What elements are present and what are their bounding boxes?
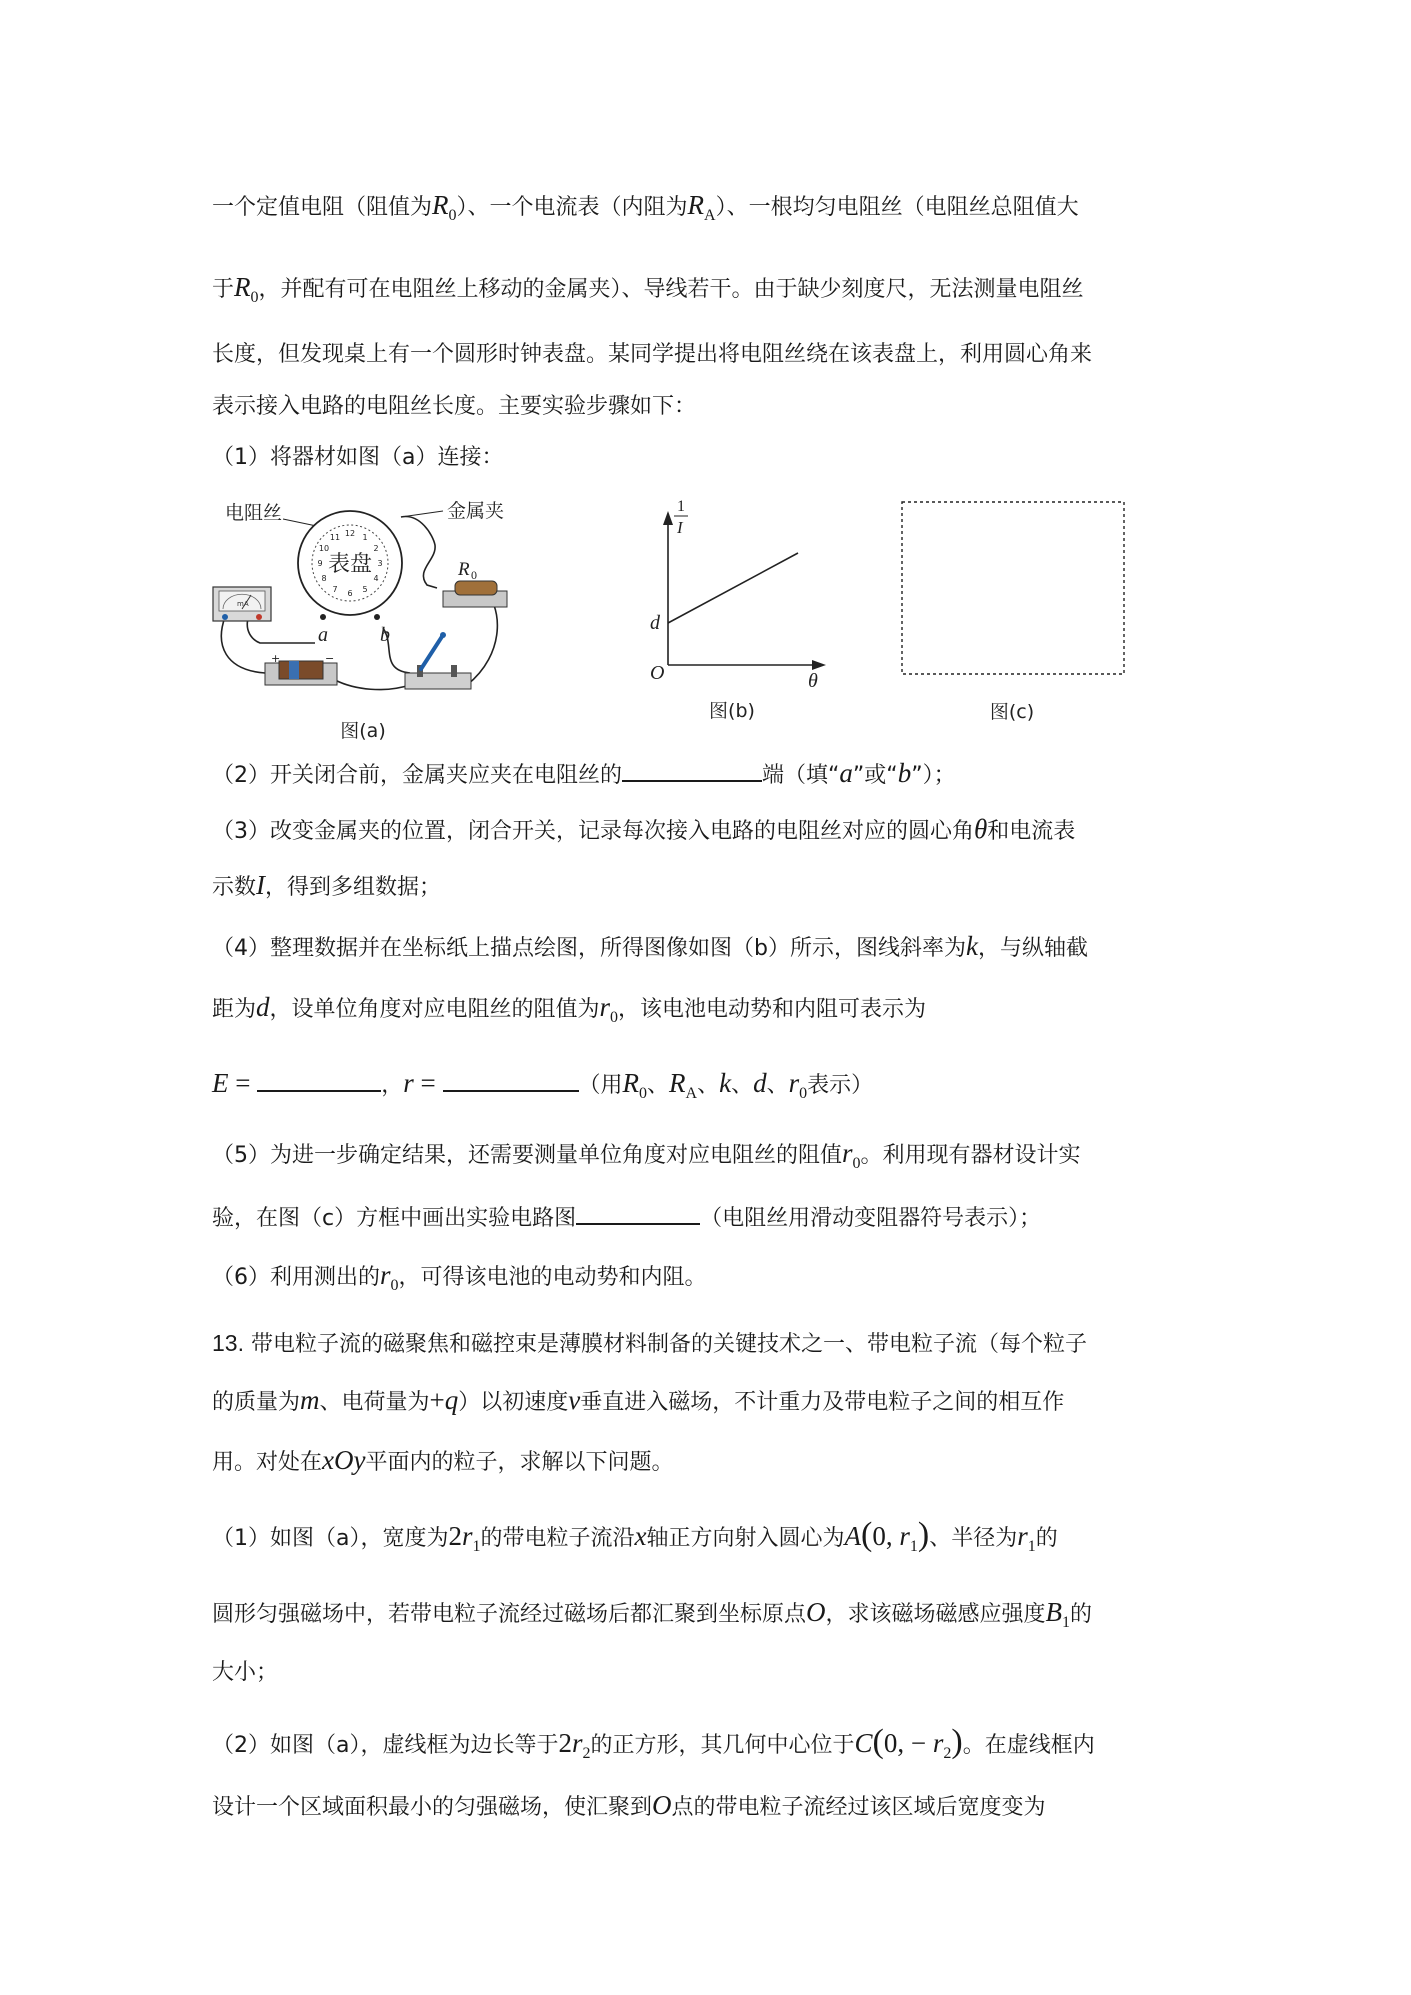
text-line bbox=[212, 1597, 1092, 1632]
switch-icon bbox=[405, 632, 471, 689]
dial-number: 6 bbox=[347, 589, 353, 598]
text-run: 、 bbox=[647, 1073, 670, 1098]
math-symbol: r bbox=[461, 1521, 473, 1551]
text-run: 、 bbox=[766, 1073, 789, 1098]
text-line bbox=[212, 190, 1079, 225]
dial-number: 9 bbox=[317, 559, 323, 568]
text-run: ”或“ bbox=[852, 763, 898, 788]
text-run: ，得到多组数据； bbox=[265, 875, 442, 900]
text-run: ，求该磁场磁感应强度 bbox=[825, 1602, 1046, 1627]
text-line bbox=[212, 931, 1088, 964]
text-run: （2）如图（a），虚线框为边长等于 bbox=[212, 1733, 559, 1758]
text-line bbox=[212, 1138, 1081, 1173]
figure-a-svg bbox=[205, 495, 535, 745]
text-line bbox=[212, 992, 926, 1027]
math-symbol: k bbox=[719, 1068, 732, 1098]
math-symbol: 0 bbox=[390, 1277, 399, 1294]
dial-number: 1 bbox=[362, 533, 368, 542]
math-symbol: O bbox=[652, 1790, 672, 1820]
math-symbol: 2 bbox=[448, 1521, 462, 1551]
text-run: 平面内的粒子，求解以下问题。 bbox=[365, 1450, 674, 1475]
text-run: 垂直进入磁场，不计重力及带电粒子之间的相互作 bbox=[580, 1390, 1065, 1415]
text-run: 设计一个区域面积最小的匀强磁场，使汇聚到 bbox=[212, 1795, 653, 1820]
text-run: 、 bbox=[731, 1073, 754, 1098]
math-symbol: r bbox=[380, 1260, 391, 1290]
text-run: 圆形匀强磁场中，若带电粒子流经过磁场后都汇聚到坐标原点 bbox=[212, 1602, 807, 1627]
math-symbol: A bbox=[844, 1521, 862, 1551]
math-symbol: + bbox=[429, 1385, 445, 1415]
figure-c-frame bbox=[900, 500, 1136, 730]
math-symbol: d bbox=[256, 992, 270, 1022]
math-symbol: = bbox=[228, 1068, 258, 1098]
text-run: （1）如图（a），宽度为 bbox=[212, 1526, 449, 1551]
math-symbol: r bbox=[842, 1138, 853, 1168]
label-resistance-wire: 电阻丝 bbox=[225, 502, 283, 524]
dial-number: 5 bbox=[362, 585, 368, 594]
y-label-numerator: 1 bbox=[677, 498, 685, 515]
text-run: （1）将器材如图（a）连接： bbox=[212, 445, 504, 470]
math-symbol: B bbox=[1045, 1597, 1063, 1627]
text-run: 长度，但发现桌上有一个圆形时钟表盘。某同学提出将电阻丝绕在该表盘上，利用圆心角来 bbox=[212, 342, 1093, 367]
text-line bbox=[212, 814, 1075, 847]
text-run: 一个定值电阻（阻值为 bbox=[212, 195, 433, 220]
math-symbol: r bbox=[599, 992, 611, 1022]
math-symbol: 0 bbox=[448, 207, 457, 224]
label-metal-clamp: 金属夹 bbox=[447, 500, 505, 522]
text-run: 距为 bbox=[212, 997, 257, 1022]
math-symbol: d bbox=[753, 1068, 767, 1098]
text-line bbox=[212, 443, 503, 473]
text-line bbox=[212, 272, 1084, 307]
math-symbol: R bbox=[687, 190, 705, 220]
x-axis-arrow bbox=[812, 660, 826, 670]
text-run: 13. bbox=[212, 1330, 244, 1356]
math-symbol: r bbox=[1017, 1521, 1028, 1551]
dial-number: 7 bbox=[332, 585, 338, 594]
text-run: 、电荷量为 bbox=[319, 1390, 430, 1415]
text-line bbox=[212, 1723, 1095, 1763]
text-run: 的 bbox=[1035, 1526, 1058, 1551]
math-symbol: 2 bbox=[582, 1745, 591, 1762]
text-run: ，该电池电动势和内阻可表示为 bbox=[618, 997, 927, 1022]
dial-number: 3 bbox=[377, 559, 383, 568]
math-symbol: 0 bbox=[799, 1085, 808, 1102]
text-run: 带电粒子流的磁聚焦和磁控束是薄膜材料制备的关键技术之一、带电粒子流（每个粒子 bbox=[243, 1332, 1087, 1357]
svg-text:0: 0 bbox=[471, 568, 477, 582]
math-symbol: b bbox=[897, 758, 912, 788]
text-run: 用。对处在 bbox=[212, 1450, 323, 1475]
text-run: 的质量为 bbox=[212, 1390, 301, 1415]
math-symbol: xOy bbox=[322, 1445, 366, 1475]
text-line bbox=[212, 1064, 873, 1103]
battery-icon bbox=[265, 652, 337, 685]
math-symbol: R bbox=[622, 1068, 640, 1098]
text-run: 大小； bbox=[212, 1660, 279, 1685]
svg-text:−: − bbox=[325, 652, 335, 665]
y-label-denominator: I bbox=[677, 518, 683, 537]
text-run: （电阻丝用滑动变阻器符号表示）； bbox=[700, 1206, 1042, 1231]
caption-figure-a: 图(a) bbox=[340, 720, 386, 742]
text-run: 和电流表 bbox=[987, 819, 1076, 844]
dial-number: 10 bbox=[318, 544, 330, 553]
math-symbol: E bbox=[212, 1068, 229, 1098]
text-run: 点的带电粒子流经过该区域后宽度变为 bbox=[671, 1795, 1046, 1820]
point-b-dot bbox=[374, 614, 380, 620]
text-run: 的正方形，其几何中心位于 bbox=[590, 1733, 855, 1758]
figure-a-circuit bbox=[205, 495, 535, 745]
math-symbol: R bbox=[234, 272, 251, 302]
text-run: 于 bbox=[212, 277, 235, 302]
point-a-dot bbox=[320, 614, 326, 620]
figure-b-svg bbox=[640, 495, 840, 730]
text-line bbox=[212, 340, 1092, 370]
text-run: ，设单位角度对应电阻丝的阻值为 bbox=[269, 997, 600, 1022]
math-symbol: r bbox=[788, 1068, 800, 1098]
text-run: 示数 bbox=[212, 875, 257, 900]
text-run: 表示） bbox=[807, 1073, 874, 1098]
text-run: 的带电粒子流沿 bbox=[480, 1526, 635, 1551]
text-run: ，与纵轴截 bbox=[977, 936, 1088, 961]
answer-blank bbox=[257, 1064, 381, 1092]
text-line bbox=[212, 1385, 1064, 1418]
math-symbol: 1 bbox=[1027, 1538, 1036, 1555]
text-run: 端（填“ bbox=[762, 763, 840, 788]
ammeter-icon bbox=[213, 587, 271, 621]
math-symbol: 2 bbox=[558, 1728, 572, 1758]
text-line bbox=[212, 1658, 278, 1688]
wire-battery-to-switch bbox=[335, 680, 410, 690]
dial-number: 4 bbox=[373, 574, 379, 583]
text-line bbox=[212, 754, 956, 791]
wire-ammeter-to-battery bbox=[221, 617, 265, 673]
text-run: （3）改变金属夹的位置，闭合开关，记录每次接入电路的电阻丝对应的圆心角 bbox=[212, 819, 974, 844]
dial-number: 11 bbox=[329, 533, 341, 542]
text-run: 、 bbox=[697, 1073, 720, 1098]
text-line bbox=[212, 1328, 1087, 1360]
math-symbol: r bbox=[899, 1521, 910, 1551]
math-symbol: ) bbox=[951, 1723, 963, 1760]
text-run: ，并配有可在电阻丝上移动的金属夹）、导线若干。由于缺少刻度尺，无法测量电阻丝 bbox=[258, 277, 1084, 302]
text-run: 的 bbox=[1070, 1602, 1093, 1627]
text-line bbox=[212, 1260, 707, 1295]
text-run: 验，在图（c）方框中画出实验电路图 bbox=[212, 1206, 577, 1231]
math-symbol: R bbox=[432, 190, 449, 220]
text-run: （2）开关闭合前，金属夹应夹在电阻丝的 bbox=[212, 763, 622, 788]
math-symbol: 0, − bbox=[883, 1728, 933, 1758]
dial-number: 12 bbox=[344, 529, 356, 538]
math-symbol: A bbox=[704, 207, 716, 224]
math-symbol: k bbox=[965, 931, 978, 961]
figure-b-graph bbox=[640, 495, 840, 730]
math-symbol: q bbox=[444, 1385, 459, 1415]
math-symbol: = bbox=[413, 1068, 443, 1098]
math-symbol: ) bbox=[917, 1516, 930, 1553]
dashed-box bbox=[902, 502, 1124, 674]
text-run: ， bbox=[381, 1073, 404, 1098]
text-line bbox=[212, 392, 696, 422]
math-symbol: 2 bbox=[943, 1745, 952, 1762]
text-line bbox=[212, 870, 441, 903]
math-symbol: 1 bbox=[472, 1538, 481, 1555]
x-axis-label: θ bbox=[808, 670, 818, 692]
text-line bbox=[212, 1516, 1058, 1556]
math-symbol: 0 bbox=[639, 1085, 648, 1102]
label-point-b: b bbox=[380, 624, 390, 646]
label-point-a: a bbox=[318, 624, 328, 646]
math-symbol: 0 bbox=[610, 1009, 619, 1026]
dial-label: 表盘 bbox=[327, 552, 373, 577]
math-symbol: ( bbox=[861, 1516, 873, 1553]
caption-figure-c: 图(c) bbox=[989, 701, 1035, 723]
math-symbol: a bbox=[839, 758, 853, 788]
math-symbol: r bbox=[571, 1728, 583, 1758]
math-symbol: I bbox=[256, 870, 266, 900]
text-line bbox=[212, 1445, 674, 1478]
math-symbol: O bbox=[806, 1597, 826, 1627]
text-line bbox=[212, 1790, 1046, 1823]
math-symbol: r bbox=[403, 1068, 414, 1098]
answer-blank bbox=[443, 1064, 579, 1092]
math-symbol: A bbox=[685, 1085, 698, 1102]
leader-clamp-label bbox=[401, 511, 443, 517]
text-run: ）以初速度 bbox=[458, 1390, 569, 1415]
math-symbol: 0, bbox=[872, 1521, 900, 1551]
fixed-resistor-icon bbox=[443, 559, 507, 607]
dial-number: 2 bbox=[373, 544, 379, 553]
math-symbol: r bbox=[932, 1728, 944, 1758]
caption-figure-b: 图(b) bbox=[709, 700, 755, 722]
wire-clamp-to-resistor bbox=[401, 517, 437, 588]
dial-number: 8 bbox=[321, 574, 327, 583]
text-run: 轴正方向射入圆心为 bbox=[646, 1526, 845, 1551]
y-axis-arrow bbox=[663, 511, 673, 525]
text-line bbox=[212, 1197, 1041, 1234]
resistor-label: R bbox=[458, 559, 470, 580]
math-symbol: x bbox=[634, 1521, 647, 1551]
figure-c-svg bbox=[900, 500, 1136, 730]
answer-blank bbox=[576, 1197, 700, 1225]
y-intercept-label: d bbox=[650, 612, 660, 634]
text-run: 、半径为 bbox=[929, 1526, 1018, 1551]
math-symbol: θ bbox=[974, 814, 988, 844]
math-symbol: v bbox=[568, 1385, 581, 1415]
svg-text:+: + bbox=[271, 652, 281, 665]
text-run: ）、一个电流表（内阻为 bbox=[456, 195, 688, 220]
math-symbol: 0 bbox=[250, 289, 259, 306]
math-symbol: ( bbox=[872, 1723, 884, 1760]
text-run: 表示接入电路的电阻丝长度。主要实验步骤如下： bbox=[212, 394, 697, 419]
text-run: ）、一根均匀电阻丝（电阻丝总阻值大 bbox=[715, 195, 1079, 220]
math-symbol: m bbox=[300, 1385, 320, 1415]
text-run: ，可得该电池的电动势和内阻。 bbox=[398, 1265, 707, 1290]
answer-blank bbox=[622, 754, 762, 782]
text-run: （用 bbox=[578, 1073, 623, 1098]
math-symbol: 1 bbox=[1062, 1614, 1071, 1631]
math-symbol: 0 bbox=[852, 1155, 861, 1172]
text-run: （6）利用测出的 bbox=[212, 1265, 380, 1290]
origin-label: O bbox=[650, 662, 665, 684]
svg-text:mA: mA bbox=[237, 600, 249, 608]
text-run: 。在虚线框内 bbox=[962, 1733, 1095, 1758]
math-symbol: R bbox=[669, 1068, 686, 1098]
text-run: 。利用现有器材设计实 bbox=[860, 1143, 1081, 1168]
math-symbol: C bbox=[854, 1728, 873, 1758]
text-run: （4）整理数据并在坐标纸上描点绘图，所得图像如图（b）所示，图线斜率为 bbox=[212, 936, 966, 961]
text-run: ”）； bbox=[911, 763, 956, 788]
data-line bbox=[668, 553, 798, 623]
math-symbol: 1 bbox=[909, 1538, 918, 1555]
text-run: （5）为进一步确定结果，还需要测量单位角度对应电阻丝的阻值 bbox=[212, 1143, 842, 1168]
